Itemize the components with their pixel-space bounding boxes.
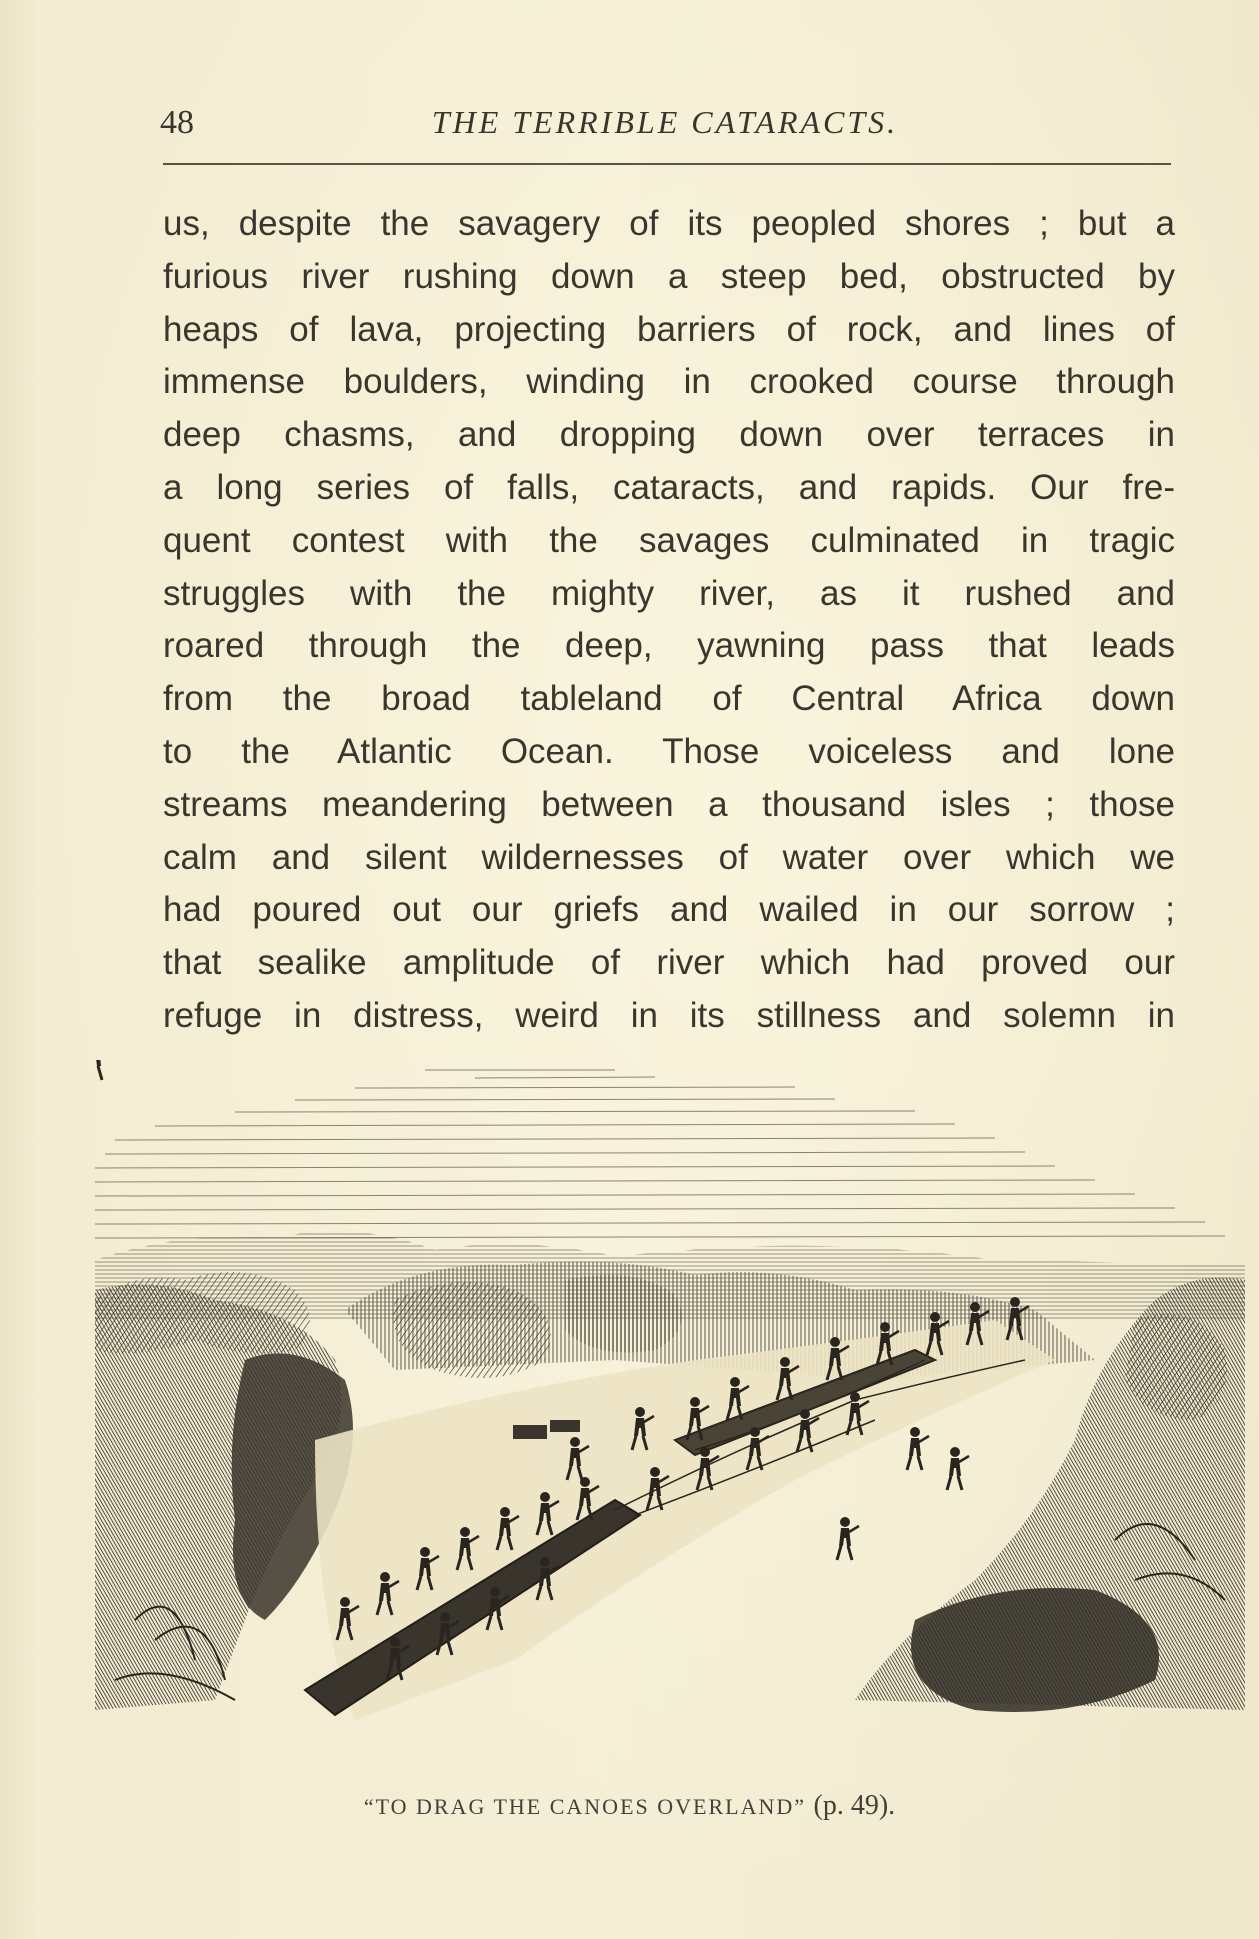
caption-page-reference: (p. 49). xyxy=(813,1790,896,1821)
text-line: a long series of falls, cataracts, and rapids. Our fre- xyxy=(163,467,1175,507)
body-text xyxy=(163,198,1175,1043)
header-rule xyxy=(163,163,1171,165)
text-line: roared through the deep, yawning pass that leads xyxy=(163,626,1175,666)
text-line: struggles with the mighty river, as it rushed and xyxy=(163,573,1175,613)
figure-caption xyxy=(0,1790,1259,1822)
running-head xyxy=(160,104,1170,144)
text-line: to the Atlantic Ocean. Those voiceless and lone xyxy=(163,731,1175,771)
text-line: calm and silent wildernesses of water over which we xyxy=(163,837,1175,877)
text-line: that sealike amplitude of river which had proved our xyxy=(163,943,1175,983)
text-line: heaps of lava, projecting barriers of rock, and lines of xyxy=(163,309,1175,349)
text-line: us, despite the savagery of its peopled shores ; but a xyxy=(163,204,1175,243)
page-number: 48 xyxy=(160,104,194,141)
text-line: immense boulders, winding in crooked course through xyxy=(163,362,1175,402)
text-line: had poured out our griefs and wailed in our sorrow ; xyxy=(163,890,1175,930)
engraving-illustration xyxy=(95,1060,1245,1770)
text-line: refuge in distress, weird in its stillness and solemn in xyxy=(163,995,1175,1035)
right-lower-rocks xyxy=(911,1588,1159,1712)
text-line: streams meandering between a thousand isles ; those xyxy=(163,784,1175,824)
running-title: THE TERRIBLE CATARACTS. xyxy=(431,104,899,140)
text-line: furious river rushing down a steep bed, obstructed by xyxy=(163,256,1175,296)
left-vegetation xyxy=(95,1272,310,1353)
sky-hatching xyxy=(95,1070,1225,1238)
engraving-svg xyxy=(95,1060,1245,1770)
caption-text: “TO DRAG THE CANOES OVERLAND” xyxy=(363,1794,806,1819)
text-line: quent contest with the savages culminated in tragic xyxy=(163,520,1175,560)
text-line: deep chasms, and dropping down over terraces in xyxy=(163,415,1175,455)
text-line: from the broad tableland of Central Africa down xyxy=(163,679,1175,719)
